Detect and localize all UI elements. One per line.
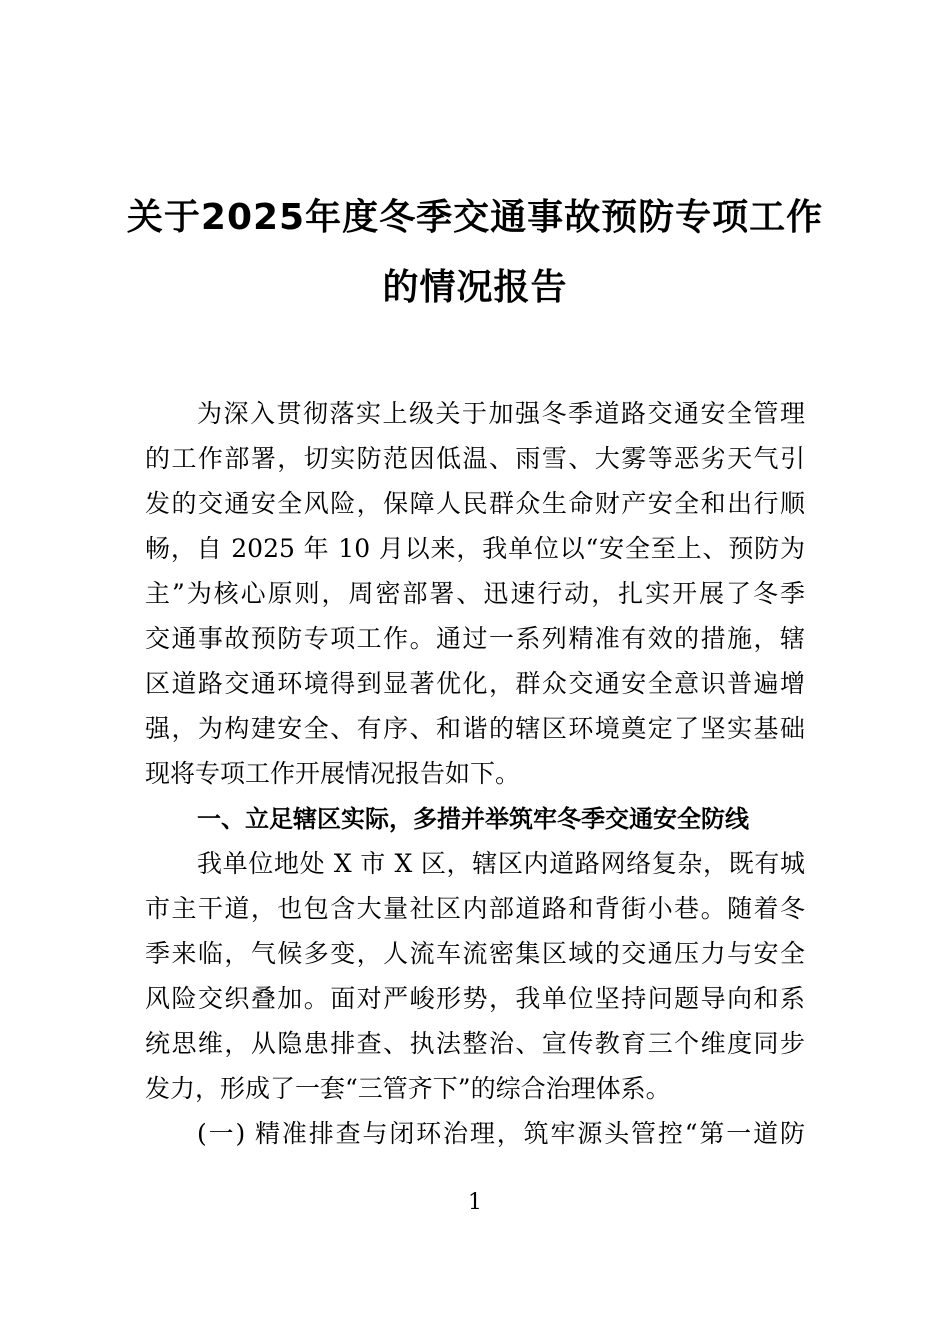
section-1-paragraph-line: 我单位地处 X 市 X 区，辖区内道路网络复杂，既有城 bbox=[197, 849, 805, 878]
intro-paragraph-line: 为深入贯彻落实上级关于加强冬季道路交通安全管理 bbox=[197, 399, 805, 428]
page-number: 1 bbox=[468, 1190, 482, 1215]
intro-paragraph-line: 畅，自 2025 年 10 月以来，我单位以“安全至上、预防为 bbox=[145, 534, 805, 563]
intro-paragraph-line: 强，为构建安全、有序、和谐的辖区环境奠定了坚实基础 bbox=[145, 714, 805, 743]
intro-paragraph-line: 发的交通安全风险，保障人民群众生命财产安全和出行顺 bbox=[145, 489, 805, 518]
intro-paragraph-line: 主”为核心原则，周密部署、迅速行动，扎实开展了冬季 bbox=[145, 579, 805, 608]
section-1-paragraph-line: 发力，形成了一套“三管齐下”的综合治理体系。 bbox=[145, 1074, 671, 1103]
section-1-paragraph-line: 季来临，气候多变，人流车流密集区域的交通压力与安全 bbox=[145, 939, 805, 968]
intro-paragraph-line: 区道路交通环境得到显著优化，群众交通安全意识普遍增 bbox=[145, 669, 805, 698]
section-1-paragraph-line: 市主干道，也包含大量社区内部道路和背街小巷。随着冬 bbox=[145, 894, 805, 923]
intro-paragraph-line: 交通事故预防专项工作。通过一系列精准有效的措施，辖 bbox=[145, 624, 805, 653]
section-1-paragraph-line: 统思维，从隐患排查、执法整治、宣传教育三个维度同步 bbox=[145, 1029, 805, 1058]
document-title-line-2: 的情况报告 bbox=[382, 267, 568, 308]
section-1-heading: 一、立足辖区实际，多措并举筑牢冬季交通安全防线 bbox=[197, 805, 749, 833]
intro-paragraph-line: 现将专项工作开展情况报告如下。 bbox=[145, 759, 521, 788]
intro-paragraph-line: 的工作部署，切实防范因低温、雨雪、大雾等恶劣天气引 bbox=[145, 444, 805, 473]
section-1-paragraph-line: 风险交织叠加。面对严峻形势，我单位坚持问题导向和系 bbox=[145, 984, 805, 1013]
subsection-1-heading: (一) 精准排查与闭环治理，筑牢源头管控“第一道防 bbox=[197, 1119, 805, 1148]
document-title-line-1: 关于2025年度冬季交通事故预防专项工作 bbox=[126, 197, 824, 238]
